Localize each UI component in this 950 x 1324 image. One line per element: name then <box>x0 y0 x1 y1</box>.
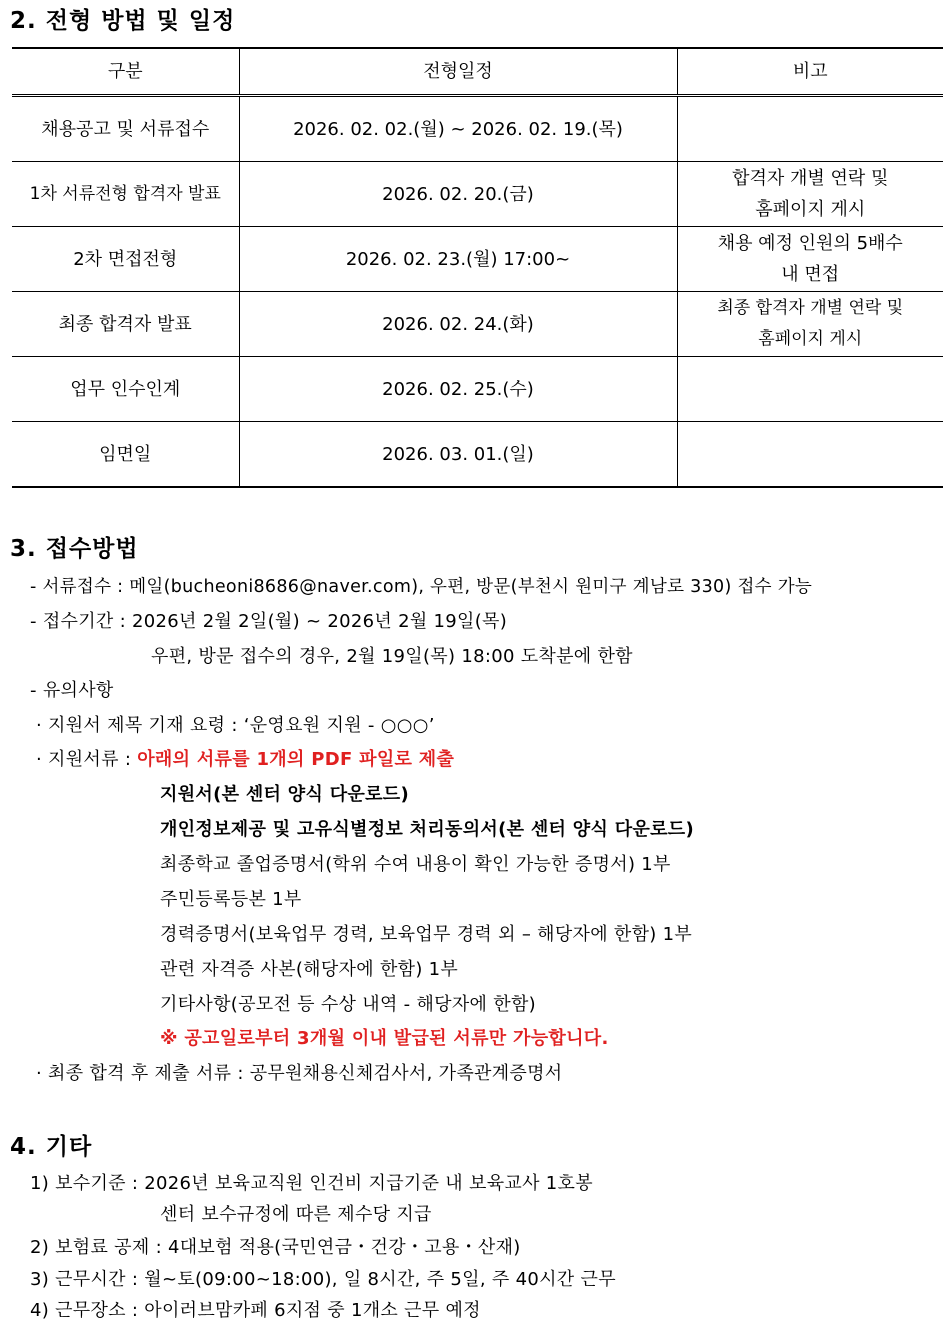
work-place: 4) 근무장소 : 아이러브맘카페 6지점 중 1개소 근무 예정 <box>30 1300 481 1321</box>
row-note <box>677 96 943 162</box>
row-category: 1차 서류전형 합격자 발표 <box>12 162 239 227</box>
section-2-title: 2. 전형 방법 및 일정 <box>10 8 236 34</box>
table-row <box>12 422 943 488</box>
row-category: 업무 인수인계 <box>12 357 239 422</box>
section-3-title: 3. 접수방법 <box>10 536 139 562</box>
doc-warning: ※ 공고일로부터 3개월 이내 발급된 서류만 가능합니다. <box>160 1028 609 1049</box>
header-note: 비고 <box>677 48 943 96</box>
receipt-method: - 서류접수 : 메일(bucheoni8686@naver.com), 우편, 방문(부천시 원미구 계남로 330) 접수 가능 <box>30 577 813 597</box>
insurance: 2) 보험료 공제 : 4대보험 적용(국민연금・건강・고용・산재) <box>30 1237 521 1258</box>
row-schedule: 2026. 02. 02.(월) ~ 2026. 02. 19.(목) <box>239 96 677 162</box>
receipt-period-note: 우편, 방문 접수의 경우, 2월 19일(목) 18:00 도착분에 한함 <box>151 646 633 667</box>
work-hours: 3) 근무시간 : 월~토(09:00~18:00), 일 8시간, 주 5일, 주 40시간 근무 <box>30 1269 616 1290</box>
row-note <box>677 357 943 422</box>
row-schedule: 2026. 02. 20.(금) <box>239 162 677 227</box>
pay-note: 센터 보수규정에 따른 제수당 지급 <box>160 1204 432 1225</box>
doc-item: 최종학교 졸업증명서(학위 수여 내용이 확인 가능한 증명서) 1부 <box>160 854 671 875</box>
row-schedule: 2026. 02. 23.(월) 17:00~ <box>239 227 677 292</box>
schedule-table <box>12 47 943 488</box>
row-note: 최종 합격자 개별 연락 및 홈페이지 게시 <box>677 292 943 357</box>
row-category: 2차 면접전형 <box>12 227 239 292</box>
row-schedule: 2026. 02. 24.(화) <box>239 292 677 357</box>
row-schedule: 2026. 02. 25.(수) <box>239 357 677 422</box>
doc-item: 기타사항(공모전 등 수상 내역 - 해당자에 한함) <box>160 994 536 1015</box>
pay-standard: 1) 보수기준 : 2026년 보육교직원 인건비 지급기준 내 보육교사 1호봉 <box>30 1173 593 1194</box>
row-note: 합격자 개별 연락 및 홈페이지 게시 <box>677 162 943 227</box>
section-4-title: 4. 기타 <box>10 1134 93 1160</box>
caution-header: - 유의사항 <box>30 680 114 701</box>
row-category: 최종 합격자 발표 <box>12 292 239 357</box>
table-row <box>12 357 943 422</box>
table-row <box>12 227 943 292</box>
title-rule: · 지원서 제목 기재 요령 : ‘운영요원 지원 - ○○○’ <box>36 715 435 736</box>
doc-item: 주민등록등본 1부 <box>160 889 302 910</box>
row-note: 채용 예정 인원의 5배수 내 면접 <box>677 227 943 292</box>
table-row <box>12 292 943 357</box>
table-row <box>12 96 943 162</box>
doc-item: 경력증명서(보육업무 경력, 보육업무 경력 외 – 해당자에 한함) 1부 <box>160 924 693 945</box>
doc-item: 개인정보제공 및 고유식별정보 처리동의서(본 센터 양식 다운로드) <box>160 819 695 840</box>
row-note <box>677 422 943 488</box>
receipt-period: - 접수기간 : 2026년 2월 2일(월) ~ 2026년 2월 19일(목) <box>30 611 508 632</box>
row-schedule: 2026. 03. 01.(일) <box>239 422 677 488</box>
table-row <box>12 162 943 227</box>
final-docs: · 최종 합격 후 제출 서류 : 공무원채용신체검사서, 가족관계증명서 <box>36 1063 563 1084</box>
row-category: 임면일 <box>12 422 239 488</box>
doc-item: 지원서(본 센터 양식 다운로드) <box>160 784 410 805</box>
doc-item: 관련 자격증 사본(해당자에 한함) 1부 <box>160 959 459 980</box>
row-category: 채용공고 및 서류접수 <box>12 96 239 162</box>
docs-line: · 지원서류 : 아래의 서류를 1개의 PDF 파일로 제출 <box>36 749 455 770</box>
docs-requirement: 아래의 서류를 1개의 PDF 파일로 제출 <box>137 749 455 770</box>
header-schedule: 전형일정 <box>239 48 677 96</box>
header-category: 구분 <box>12 48 239 96</box>
table-header-row <box>12 48 943 96</box>
